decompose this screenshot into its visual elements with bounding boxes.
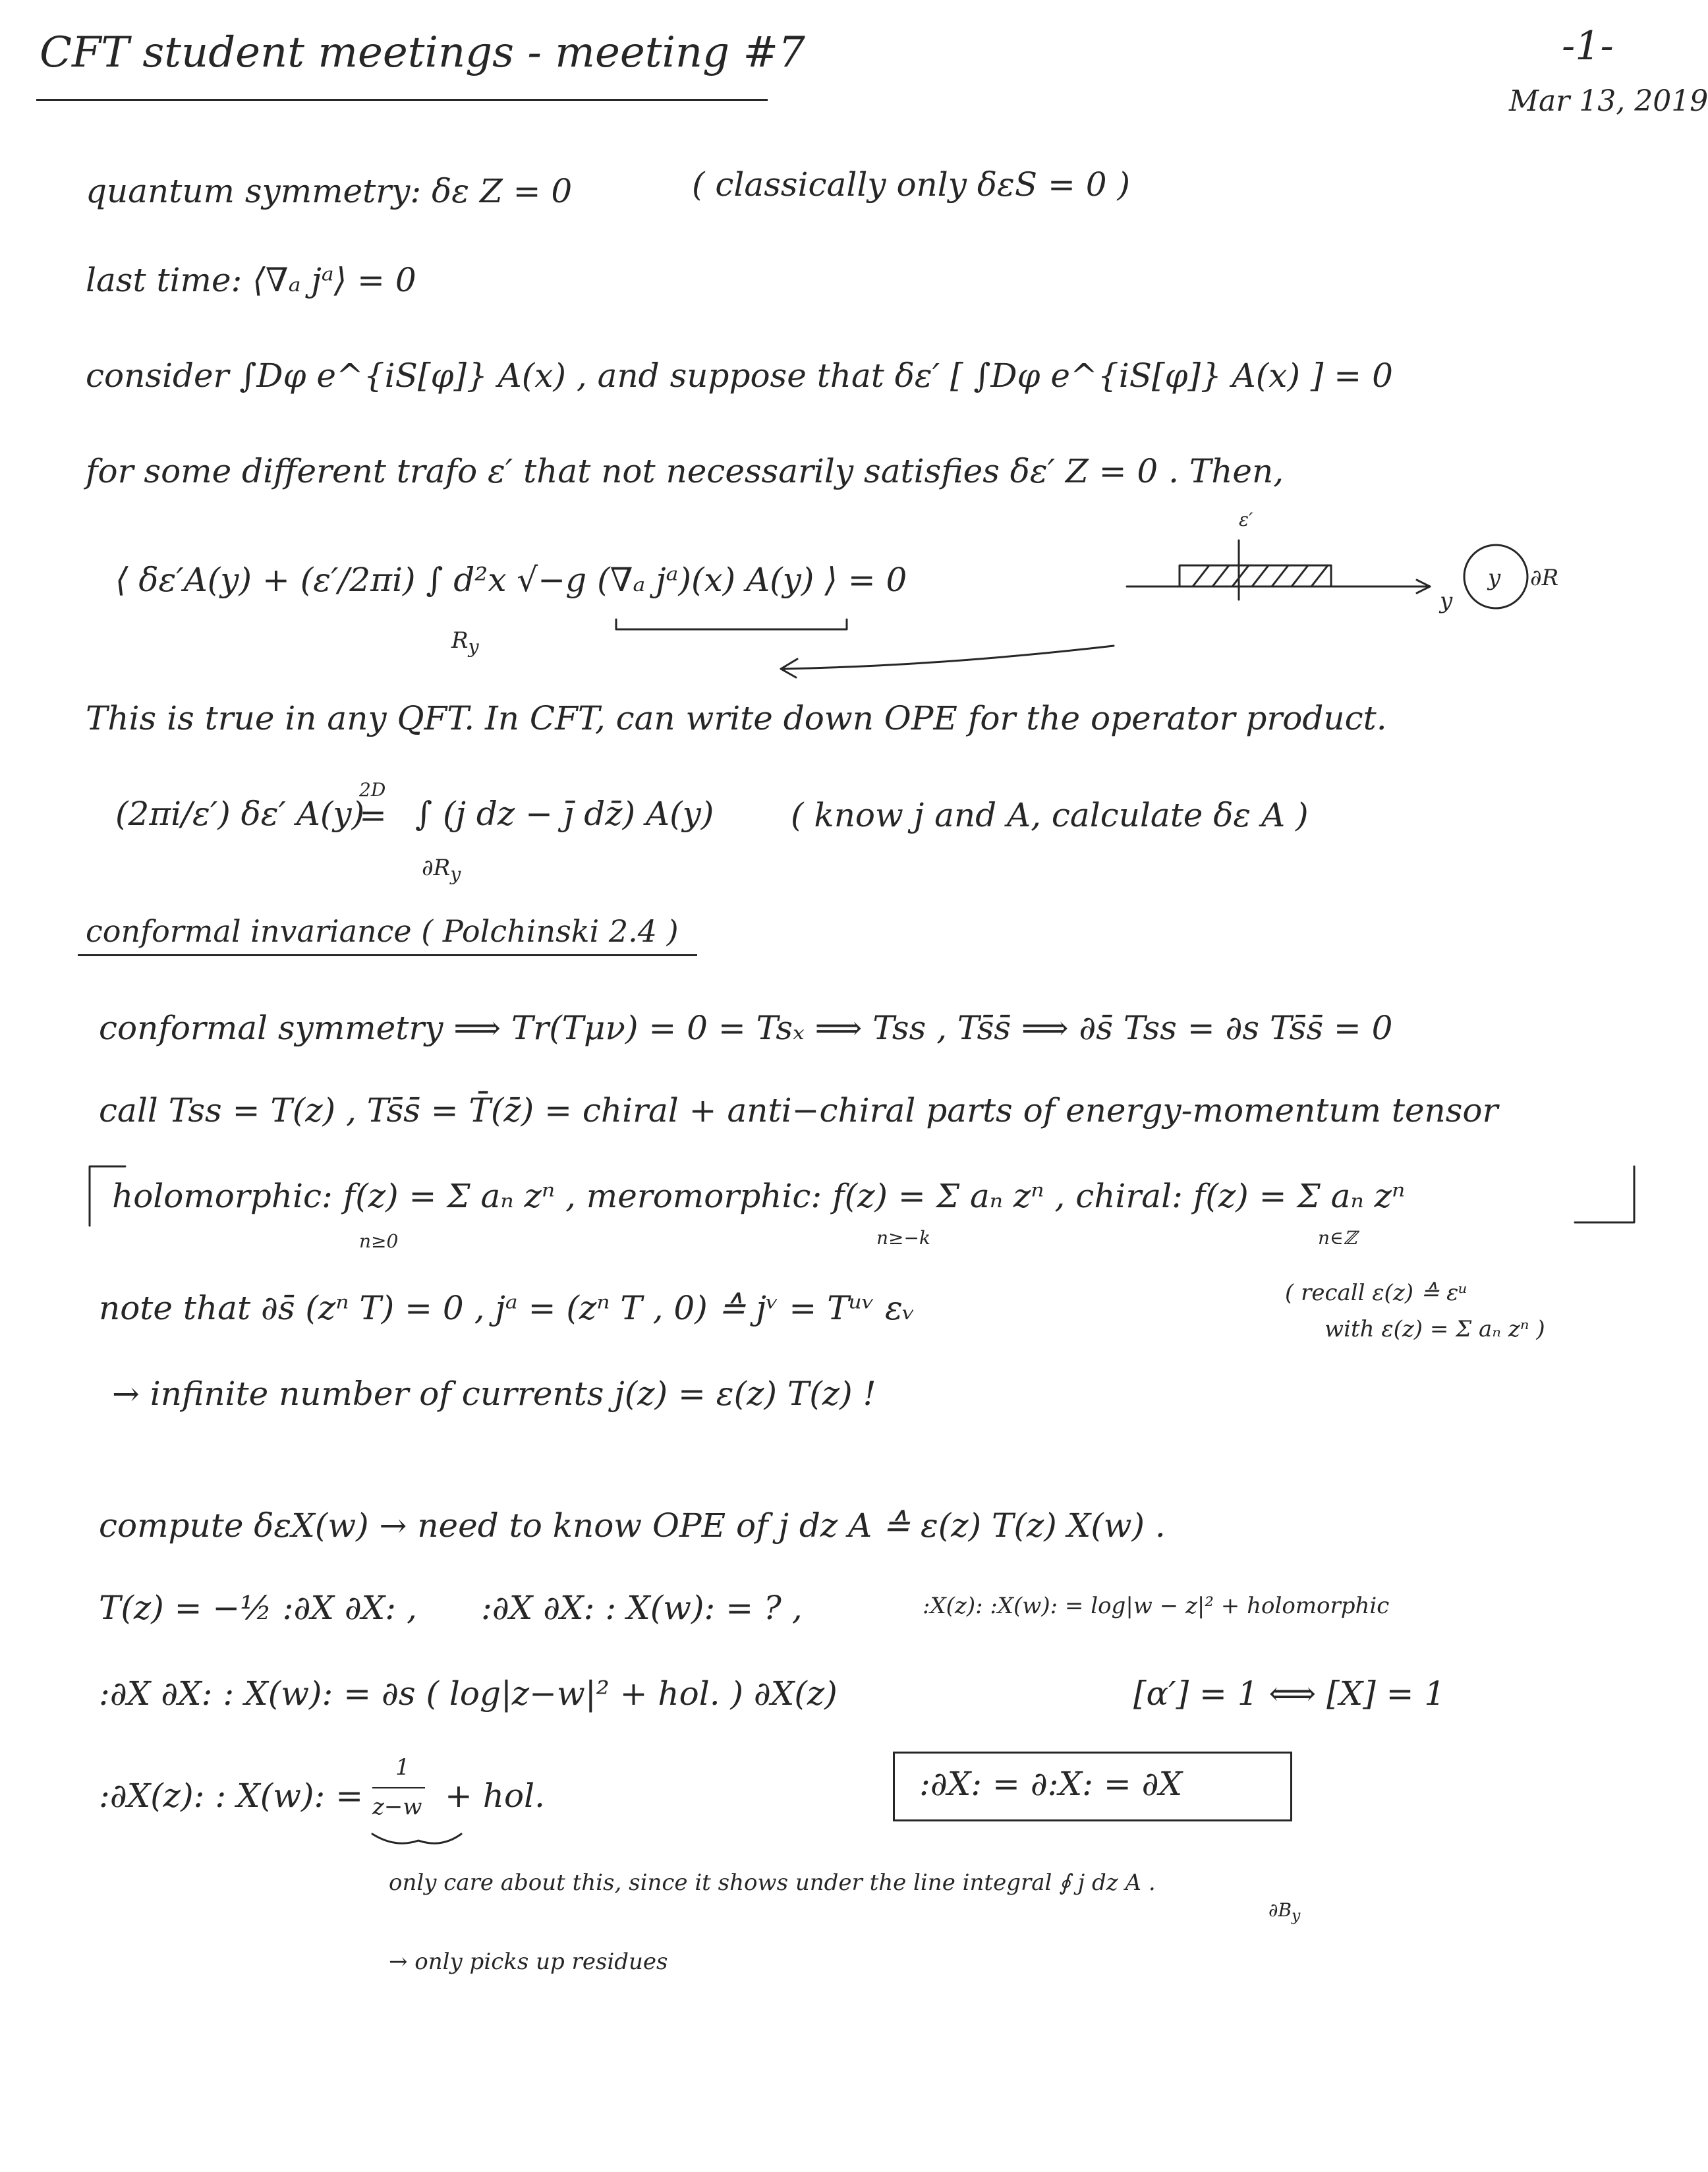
contour-region-label (422, 857, 461, 884)
stress-tensor-ope: :∂X ∂X: : X(w): = ? , (481, 1589, 803, 1627)
contour-region: ∂R (422, 855, 451, 881)
underbrace-sketch (369, 1829, 468, 1855)
ward-underbrace-sketch (613, 606, 876, 685)
contour-rhs: ∫ (j dz − j̄ dz̄) A(y) (415, 795, 714, 833)
meromorphic-index: n≥−k (876, 1227, 930, 1249)
function-definitions-line: holomorphic: f(z) = Σ aₙ zⁿ , meromorphic: f(z) = Σ aₙ zⁿ , chiral: f(z) = Σ aₙ zⁿ (112, 1177, 1406, 1215)
xx-ope: :X(z): :X(w): = log|w − z|² + holomorphic (923, 1593, 1390, 1619)
infinite-currents-line: → infinite number of currents j(z) = ε(z) T(z) ! (112, 1375, 876, 1413)
page-date: Mar 13, 2019 (1509, 84, 1708, 118)
last-time-line: last time: ⟨∇ₐ jᵃ⟩ = 0 (86, 261, 416, 299)
contour-region-sub: y (450, 863, 461, 885)
dx-ope-lhs: :∂X(z): : X(w): = (99, 1777, 364, 1815)
only-care-line: only care about this, since it shows under the line integral ∮ j dz A . (389, 1870, 1156, 1896)
quantum-symmetry-note: ( classically only δεS = 0 ) (692, 165, 1130, 204)
line-integral-contour (1268, 1901, 1300, 1924)
line-integral-boundary-sub: y (1292, 1906, 1301, 1925)
fig-circle-y-label: y (1488, 565, 1501, 591)
line-integral-boundary: ∂B (1268, 1899, 1292, 1921)
ward-underbrace (616, 619, 847, 629)
contour-lhs: (2πi/ε′) δε′ A(y) (115, 795, 365, 833)
title-underline (36, 99, 768, 101)
ward-return-arrow (784, 646, 1114, 669)
recall-note: ( recall ε(z) ≙ εᵘ (1285, 1280, 1467, 1306)
for-some-line: for some different trafo ε′ that not necessarily satisfies δε′ Z = 0 . Then, (86, 452, 1284, 490)
quantum-symmetry-line: quantum symmetry: δε Z = 0 (86, 172, 573, 210)
contour-equals: = (359, 796, 387, 834)
boxed-identity: :∂X: = ∂:X: = ∂X (919, 1765, 1183, 1803)
dxdx-ope-line: :∂X ∂X: : X(w): = ∂s ( log|z−w|² + hol. ) ∂X(z) (99, 1674, 838, 1713)
ward-region-label (451, 629, 479, 656)
holomorphic-index: n≥0 (359, 1230, 399, 1252)
page-title: CFT student meetings - meeting #7 (40, 28, 805, 77)
ward-region: R (451, 627, 469, 654)
bracket-right (1575, 1166, 1634, 1222)
fig-epsilon-label: ε′ (1239, 509, 1253, 530)
pole-underbrace (372, 1834, 461, 1843)
ward-region-sub: y (468, 635, 479, 658)
contour-note: ( know j and A, calculate δε A ) (791, 796, 1309, 834)
fraction-numerator: 1 (395, 1754, 410, 1781)
contour-2d-label: 2D (359, 779, 386, 801)
conformal-symmetry-line: conformal symmetry ⟹ Tr(Tμν) = 0 = Tsₓ ⟹ Tss , Ts̄s̄ ⟹ ∂s̄ Tss = ∂s Ts̄s̄ = 0 (99, 1009, 1393, 1047)
region-hatching (1193, 565, 1328, 586)
chiral-index: n∈ℤ (1318, 1227, 1357, 1249)
fig-y-label: y (1440, 588, 1453, 614)
fraction-denominator: z−w (372, 1794, 422, 1820)
section-heading: conformal invariance ( Polchinski 2.4 ) (86, 913, 679, 949)
region-sketch (1120, 514, 1647, 646)
residues-line: → only picks up residues (389, 1949, 668, 1975)
dimensions-line: [α′] = 1 ⟺ [X] = 1 (1133, 1674, 1446, 1713)
fig-boundary-label: ∂R (1530, 565, 1559, 591)
stress-tensor-def: T(z) = −½ :∂X ∂X: , (99, 1589, 417, 1627)
call-line: call Tss = T(z) , Ts̄s̄ = T̄(z̄) = chiral + anti−chiral parts of energy-momentum tensor (99, 1091, 1498, 1129)
section-underline (78, 954, 697, 956)
recall-note-2: with ε(z) = Σ aₙ zⁿ ) (1324, 1316, 1545, 1342)
note-that-line: note that ∂s̄ (zⁿ T) = 0 , jᵃ = (zⁿ T , 0) ≙ jᵛ = Tᵘᵛ εᵥ (99, 1289, 915, 1327)
compute-line: compute δεX(w) → need to know OPE of j dz A ≙ ε(z) T(z) X(w) . (99, 1506, 1166, 1545)
plus-holomorphic: + hol. (445, 1777, 545, 1815)
true-any-qft-line: This is true in any QFT. In CFT, can write down OPE for the operator product. (86, 699, 1387, 737)
ward-identity: ⟨ δε′A(y) + (ε′/2πi) ∫ d²x √−g (∇ₐ jᵃ)(x) A(y) ⟩ = 0 (115, 561, 907, 599)
page-number: -1- (1562, 23, 1614, 69)
fraction-bar (372, 1787, 425, 1788)
consider-line: consider ∫Dφ e^{iS[φ]} A(x) , and suppose that δε′ [ ∫Dφ e^{iS[φ]} A(x) ] = 0 (86, 357, 1393, 395)
